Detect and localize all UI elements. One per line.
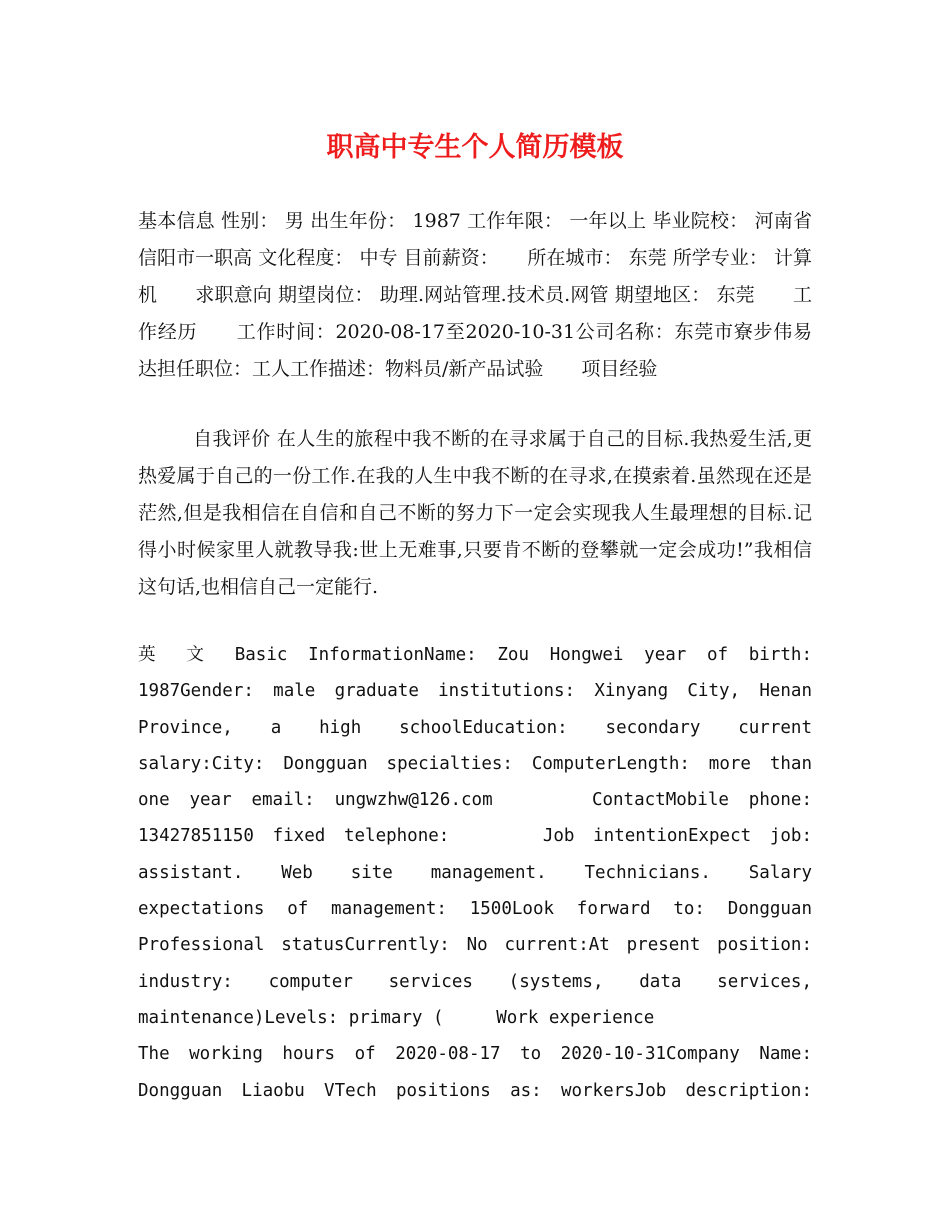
english-line: expectations of management: 1500Look forward to: Dongguan	[138, 899, 812, 920]
english-section	[138, 637, 812, 1109]
english-line: Professional statusCurrently: No current:At present position:	[138, 935, 812, 956]
page-title: 职高中专生个人简历模板	[326, 132, 624, 163]
english-line: 英 文 Basic InformationName: Zou Hongwei year of birth:	[138, 645, 812, 665]
english-line: assistant. Web site management. Technicians. Salary	[138, 862, 812, 883]
english-line: The working hours of 2020-08-17 to 2020-10-31Company Name:	[138, 1044, 812, 1065]
english-line: maintenance)Levels: primary ( Work experience	[138, 1007, 655, 1028]
self-evaluation-paragraph: 自我评价 在人生的旅程中我不断的在寻求属于自己的目标.我热爱生活,更热爱属于自己的一份工作.在我的人生中我不断的在寻求,在摸索着.虽然现在还是茫然,但是我相信在自信和自己不断的努力下一定会实现我人生最理想的目标.记得小时候家里人就教导我:世上无难事,只要肯不断的登攀就一定会成功!”我相信这句话,也相信自己一定能行.	[138, 428, 812, 598]
english-line: industry: computer services (systems, data services,	[138, 971, 812, 992]
english-line: one year email: ungwzhw@126.com ContactMobile phone:	[138, 790, 812, 811]
english-line: 13427851150 fixed telephone: Job intentionExpect job:	[138, 826, 812, 847]
english-line: Province, a high schoolEducation: secondary current	[138, 717, 812, 738]
english-line: Dongguan Liaobu VTech positions as: workersJob description:	[138, 1080, 812, 1101]
english-line: salary:City: Dongguan specialties: ComputerLength: more than	[138, 753, 812, 774]
basic-info-paragraph: 基本信息 性别： 男 出生年份： 1987 工作年限： 一年以上 毕业院校： 河南省信阳市一职高 文化程度： 中专 目前薪资： 所在城市： 东莞 所学专业： 计算机 求职意向 期望岗位： 助理.网站管理.技术员.网管 期望地区： 东莞 工作经历 工作时间：2020-08-17至2020-10-31公司名称：东莞市寮步伟易达担任职位：工人工作描述：物料员/新产品试验 项目经验	[138, 210, 812, 380]
english-line: 1987Gender: male graduate institutions: Xinyang City, Henan	[138, 681, 812, 702]
